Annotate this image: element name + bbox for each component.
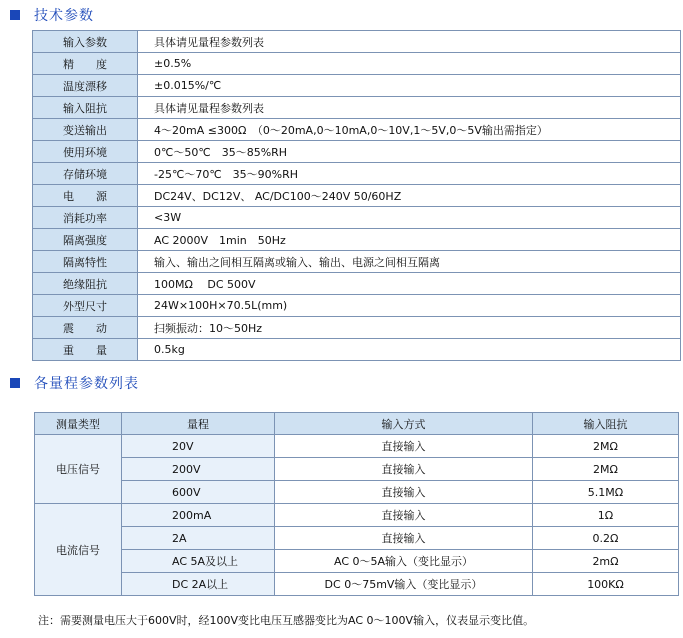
range-cell: 20V (122, 435, 275, 458)
spec-value: 具体请见量程参数列表 (138, 31, 681, 53)
spec-row (33, 75, 681, 97)
range-cell: 200V (122, 458, 275, 481)
spec-value: 输入、输出之间相互隔离或输入、输出、电源之间相互隔离 (138, 251, 681, 273)
measure-type: 电压信号 (35, 435, 122, 504)
impedance-cell: 0.2Ω (533, 527, 679, 550)
spec-value: -25℃～70℃ 35～90%RH (138, 163, 681, 185)
section-marker-icon (10, 10, 20, 20)
spec-table (32, 30, 681, 361)
impedance-cell: 5.1MΩ (533, 481, 679, 504)
range-row (35, 550, 679, 573)
section-title-ranges (10, 373, 139, 393)
range-row (35, 527, 679, 550)
range-cell: DC 2A以上 (122, 573, 275, 596)
method-cell: 直接输入 (275, 435, 533, 458)
method-cell: 直接输入 (275, 527, 533, 550)
spec-value: 0.5kg (138, 339, 681, 361)
section-title-text: 技术参数 (34, 8, 94, 24)
spec-row (33, 163, 681, 185)
spec-row (33, 229, 681, 251)
spec-row (33, 53, 681, 75)
spec-label: 绝缘阻抗 (33, 273, 138, 295)
spec-label: 隔离特性 (33, 251, 138, 273)
range-row (35, 504, 679, 527)
method-cell: AC 0～5A输入（变比显示） (275, 550, 533, 573)
spec-value: <3W (138, 207, 681, 229)
range-cell: AC 5A及以上 (122, 550, 275, 573)
spec-label: 变送输出 (33, 119, 138, 141)
footnote: 注：需要测量电压大于600V时，经100V变比电压互感器变比为AC 0～100V输入，仪表显示变比值。 (38, 614, 535, 627)
spec-label: 使用环境 (33, 141, 138, 163)
spec-value: 4～20mA ≤300Ω （0～20mA,0～10mA,0～10V,1～5V,0～5V输出需指定） (138, 119, 681, 141)
range-table-header (35, 413, 679, 435)
header-method: 输入方式 (275, 413, 533, 435)
spec-label: 输入参数 (33, 31, 138, 53)
impedance-cell: 2MΩ (533, 458, 679, 481)
header-range: 量程 (122, 413, 275, 435)
spec-row (33, 273, 681, 295)
spec-label: 震 动 (33, 317, 138, 339)
spec-row (33, 97, 681, 119)
spec-row (33, 251, 681, 273)
range-cell: 200mA (122, 504, 275, 527)
spec-row (33, 31, 681, 53)
method-cell: 直接输入 (275, 458, 533, 481)
header-impedance: 输入阻抗 (533, 413, 679, 435)
spec-label: 隔离强度 (33, 229, 138, 251)
spec-row (33, 119, 681, 141)
spec-label: 存储环境 (33, 163, 138, 185)
spec-row (33, 317, 681, 339)
spec-value: 扫频振动：10～50Hz (138, 317, 681, 339)
range-row (35, 481, 679, 504)
impedance-cell: 100KΩ (533, 573, 679, 596)
spec-label: 输入阻抗 (33, 97, 138, 119)
spec-value: 24W×100H×70.5L(mm) (138, 295, 681, 317)
spec-row (33, 207, 681, 229)
spec-label: 温度漂移 (33, 75, 138, 97)
range-row (35, 458, 679, 481)
spec-label: 重 量 (33, 339, 138, 361)
section-title-text: 各量程参数列表 (34, 376, 139, 392)
section-marker-icon (10, 378, 20, 388)
impedance-cell: 1Ω (533, 504, 679, 527)
range-row (35, 435, 679, 458)
spec-value: ±0.5% (138, 53, 681, 75)
header-type: 测量类型 (35, 413, 122, 435)
method-cell: 直接输入 (275, 481, 533, 504)
spec-row (33, 185, 681, 207)
range-cell: 2A (122, 527, 275, 550)
spec-value: 100MΩ DC 500V (138, 273, 681, 295)
impedance-cell: 2MΩ (533, 435, 679, 458)
spec-label: 消耗功率 (33, 207, 138, 229)
spec-row (33, 141, 681, 163)
spec-value: AC 2000V 1min 50Hz (138, 229, 681, 251)
method-cell: DC 0～75mV输入（变比显示） (275, 573, 533, 596)
spec-value: 具体请见量程参数列表 (138, 97, 681, 119)
spec-label: 外型尺寸 (33, 295, 138, 317)
section-title-tech (10, 5, 94, 25)
range-cell: 600V (122, 481, 275, 504)
spec-value: ±0.015%/℃ (138, 75, 681, 97)
range-row (35, 573, 679, 596)
spec-row (33, 339, 681, 361)
spec-row (33, 295, 681, 317)
spec-value: DC24V、DC12V、 AC/DC100～240V 50/60HZ (138, 185, 681, 207)
spec-label: 精 度 (33, 53, 138, 75)
spec-label: 电 源 (33, 185, 138, 207)
method-cell: 直接输入 (275, 504, 533, 527)
impedance-cell: 2mΩ (533, 550, 679, 573)
spec-value: 0℃～50℃ 35～85%RH (138, 141, 681, 163)
measure-type: 电流信号 (35, 504, 122, 596)
range-table (34, 412, 679, 596)
